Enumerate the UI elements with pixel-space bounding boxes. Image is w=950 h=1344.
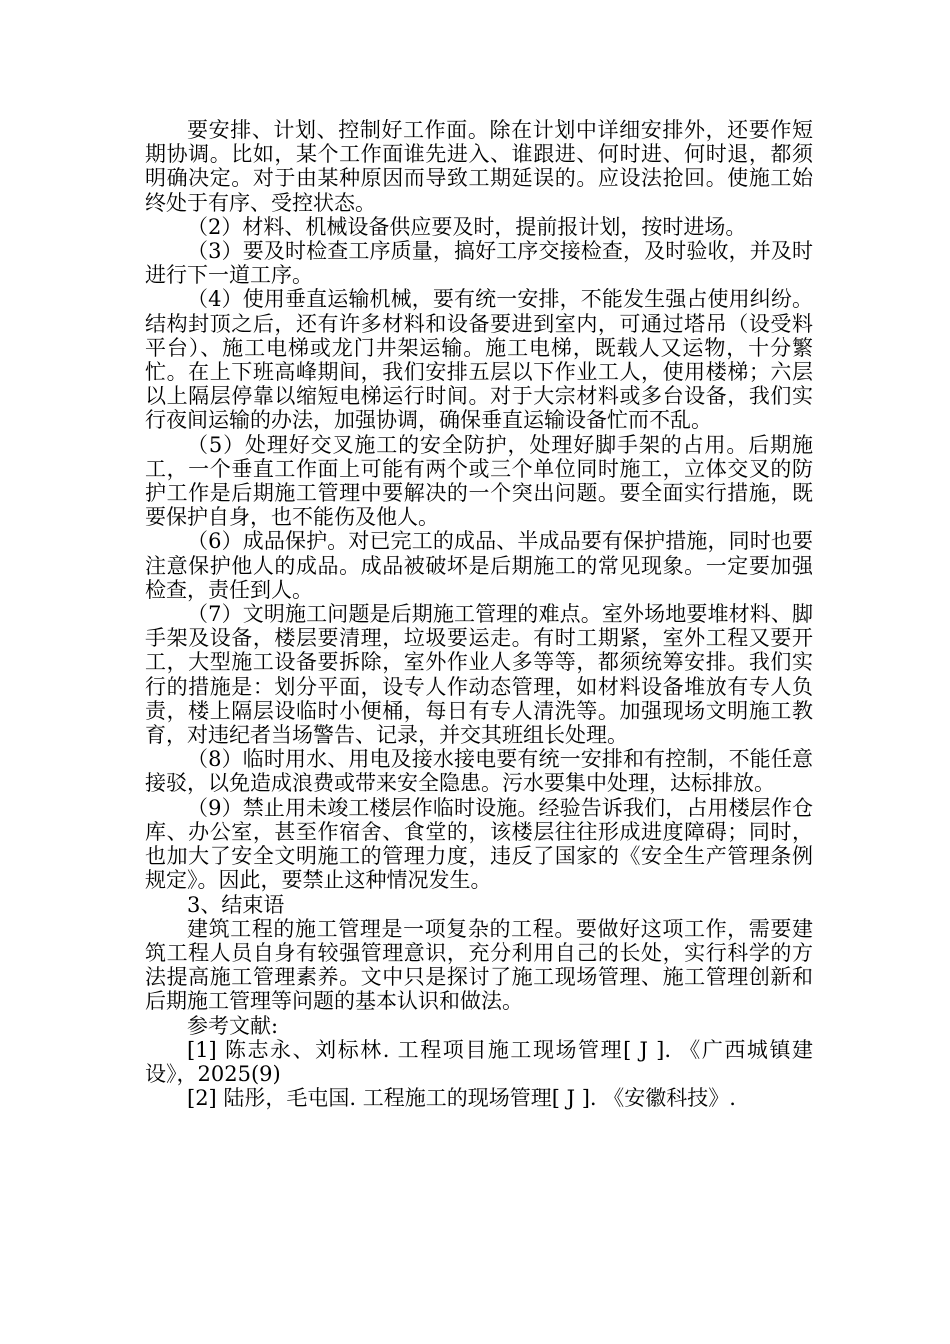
list-item-9: （9）禁止用未竣工楼层作临时设施。经验告诉我们，占用楼层作仓库、办公室，甚至作宿舍、食堂的，该楼层往往形成进度障碍；同时，也加大了安全文明施工的管理力度，违反了国家的《安全生产管理条例规定》。因此，要禁止这种情况发生。 — [145, 795, 813, 893]
section-heading: 3、结束语 — [187, 892, 285, 917]
list-item-8: （8）临时用水、用电及接水接电要有统一安排和有控制，不能任意接驳，以免造成浪费或带来安全隐患。污水要集中处理，达标排放。 — [145, 747, 813, 796]
list-item-4: （4）使用垂直运输机械，要有统一安排，不能发生强占使用纠纷。结构封顶之后，还有许多材料和设备要进到室内，可通过塔吊（设受料平台）、施工电梯或龙门井架运输。施工电梯，既载人又运物，十分繁忙。在上下班高峰期间，我们安排五层以下作业工人，使用楼梯；六层以上隔层停靠以缩短电梯运行时间。对于大宗材料或多台设备，我们实行夜间运输的办法，加强协调，确保垂直运输设备忙而不乱。 — [145, 287, 813, 433]
reference-item-1: [1] 陈志永、刘标林. 工程项目施工现场管理[ J ]. 《广西城镇建设》，2025(9) — [145, 1037, 813, 1086]
list-item-7: （7）文明施工问题是后期施工管理的难点。室外场地要堆材料、脚手架及设备，楼层要清理，垃圾要运走。有时工期紧，室外工程又要开工，大型施工设备要拆除，室外作业人多等等，都须统筹安排。我们实行的措施是：划分平面，设专人作动态管理，如材料设备堆放有专人负责，楼上隔层设临时小便桶，每日有专人清洗等。加强现场文明施工教育，对违纪者当场警告、记录，并交其班组长处理。 — [145, 602, 813, 748]
list-item-2: （2）材料、机械设备供应要及时，提前报计划，按时进场。 — [187, 214, 747, 239]
conclusion-paragraph: 建筑工程的施工管理是一项复杂的工程。要做好这项工作，需要建筑工程人员自身有较强管理意识，充分利用自己的长处，实行科学的方法提高施工管理素养。文中只是探讨了施工现场管理、施工管理创新和后期施工管理等问题的基本认识和做法。 — [145, 916, 813, 1014]
document-page — [145, 118, 813, 1110]
body-paragraph: 要安排、计划、控制好工作面。除在计划中详细安排外，还要作短期协调。比如，某个工作面谁先进入、谁跟进、何时进、何时退，都须明确决定。对于由某种原因而导致工期延误的。应设法抢回。使施工始终处于有序、受控状态。 — [145, 118, 813, 215]
list-item-3: （3）要及时检查工序质量，搞好工序交接检查，及时验收，并及时进行下一道工序。 — [145, 239, 813, 288]
list-item-5: （5）处理好交叉施工的安全防护，处理好脚手架的占用。后期施工，一个垂直工作面上可能有两个或三个单位同时施工，立体交叉的防护工作是后期施工管理中要解决的一个突出问题。要全面实行措施，既要保护自身，也不能伤及他人。 — [145, 432, 813, 530]
reference-item-2: [2] 陆彤，毛屯国. 工程施工的现场管理[ J ]. 《安徽科技》. — [187, 1086, 736, 1111]
references-heading: 参考文献: — [187, 1013, 279, 1038]
list-item-6: （6）成品保护。对已完工的成品、半成品要有保护措施，同时也要注意保护他人的成品。成品被破坏是后期施工的常见现象。一定要加强检查，责任到人。 — [145, 529, 813, 602]
